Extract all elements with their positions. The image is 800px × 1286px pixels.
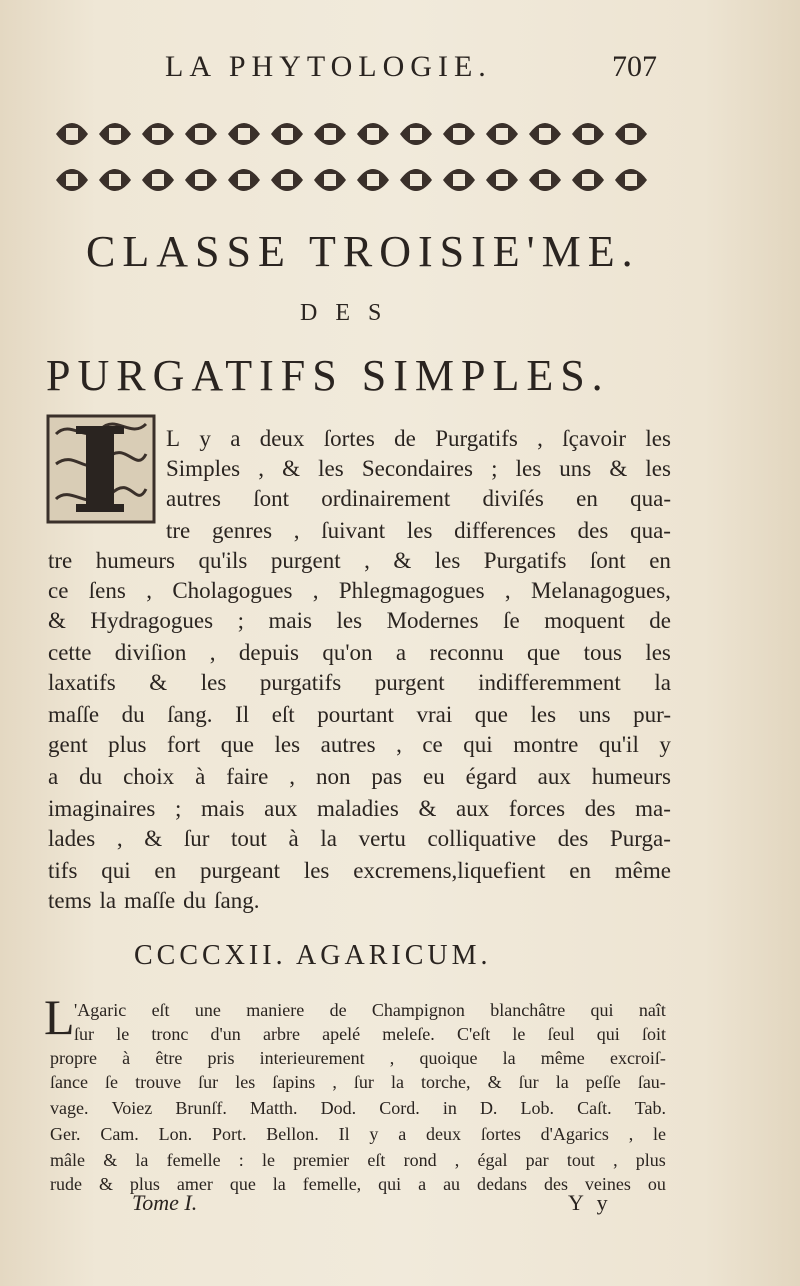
- ornament-glyph: [486, 123, 518, 145]
- text-line: laxatifs & les purgatifs purgent indifferemment la: [48, 670, 671, 695]
- ornament-glyph: [486, 169, 518, 191]
- ornament-glyph: [443, 123, 475, 145]
- text-line: tre humeurs qu'ils purgent , & les Purgatifs ſont en: [48, 548, 671, 573]
- text-line: ce ſens , Cholagogues , Phlegmagogues , Melanagogues,: [48, 578, 671, 603]
- ornament-glyph: [56, 169, 88, 191]
- text-line: tre genres , ſuivant les differences des qua-: [166, 518, 671, 543]
- ornament-glyph: [271, 169, 303, 191]
- ornament-glyph: [529, 169, 561, 191]
- ornament-glyph: [56, 123, 88, 145]
- ornament-glyph: [185, 123, 217, 145]
- page-number: 707: [612, 50, 657, 83]
- ornament-glyph: [142, 123, 174, 145]
- text-line: & Hydragogues ; mais les Modernes ſe moquent de: [48, 608, 671, 633]
- text-line: L y a deux ſortes de Purgatifs , ſçavoir les: [166, 426, 671, 451]
- ornament-glyph: [529, 123, 561, 145]
- text-line: 'Agaric eſt une maniere de Champignon blanchâtre qui naît: [74, 1000, 666, 1020]
- agaric-initial: L: [44, 989, 75, 1045]
- subsection-title: CCCCXII. AGARICUM.: [134, 940, 492, 971]
- text-line: imaginaires ; mais aux maladies & aux forces des ma-: [48, 796, 671, 821]
- class-title: CLASSE TROISIE'ME.: [86, 227, 640, 276]
- dropcap-ornament: [46, 414, 156, 524]
- text-line: propre à être pris interieurement , quoique la même excroiſ-: [50, 1048, 666, 1068]
- text-line: autres ſont ordinairement diviſés en qua-: [166, 486, 671, 511]
- ornament-band: [50, 112, 662, 204]
- ornament-glyph: [400, 169, 432, 191]
- footer-catchword: Y y: [568, 1190, 612, 1215]
- text-line: cette diviſion , depuis qu'on a reconnu que tous les: [48, 640, 671, 665]
- ornament-glyph: [400, 123, 432, 145]
- running-head: LA PHYTOLOGIE.: [165, 50, 492, 83]
- ornament-glyph: [314, 123, 346, 145]
- ornament-glyph: [228, 169, 260, 191]
- ornament-glyph: [271, 123, 303, 145]
- text-line: mâle & la femelle : le premier eſt rond , égal par tout , plus: [50, 1150, 666, 1170]
- text-line: vage. Voiez Brunſf. Matth. Dod. Cord. in D. Lob. Caſt. Tab.: [50, 1098, 666, 1118]
- text-line: tems la maſſe du ſang.: [48, 888, 260, 913]
- section-title: PURGATIFS SIMPLES.: [46, 351, 610, 400]
- text-line: Simples , & les Secondaires ; les uns & les: [166, 456, 671, 481]
- ornament-glyph: [99, 123, 131, 145]
- text-line: gent plus fort que les autres , ce qui montre qu'il y: [48, 732, 671, 757]
- text-line: Ger. Cam. Lon. Port. Bellon. Il y a deux ſortes d'Agarics , le: [50, 1124, 666, 1144]
- ornament-glyph: [357, 169, 389, 191]
- ornament-glyph: [572, 169, 604, 191]
- text-line: tifs qui en purgeant les excremens,liquefient en même: [48, 858, 671, 883]
- ornament-glyph: [228, 123, 260, 145]
- ornament-glyph: [142, 169, 174, 191]
- ornament-glyph: [357, 123, 389, 145]
- text-line: maſſe du ſang. Il eſt pourtant vrai que les uns pur-: [48, 702, 671, 727]
- footer-signature: Tome I.: [132, 1190, 198, 1215]
- des-heading: DES: [300, 300, 400, 326]
- text-line: lades , & ſur tout à la vertu colliquative des Purga-: [48, 826, 671, 851]
- text-line: a du choix à faire , non pas eu égard aux humeurs: [48, 764, 671, 789]
- text-line: ſur le tronc d'un arbre apelé meleſe. C'eſt le ſeul qui ſoit: [74, 1024, 666, 1044]
- ornament-glyph: [99, 169, 131, 191]
- ornament-glyph: [572, 123, 604, 145]
- ornament-glyph: [615, 123, 647, 145]
- ornament-glyph: [615, 169, 647, 191]
- ornament-glyph: [314, 169, 346, 191]
- text-line: rude & plus amer que la femelle, qui a au dedans des veines ou: [50, 1174, 666, 1194]
- ornament-glyph: [443, 169, 475, 191]
- ornament-glyph: [185, 169, 217, 191]
- text-line: ſance ſe trouve ſur les ſapins , ſur la torche, & ſur la peſſe ſau-: [50, 1072, 666, 1092]
